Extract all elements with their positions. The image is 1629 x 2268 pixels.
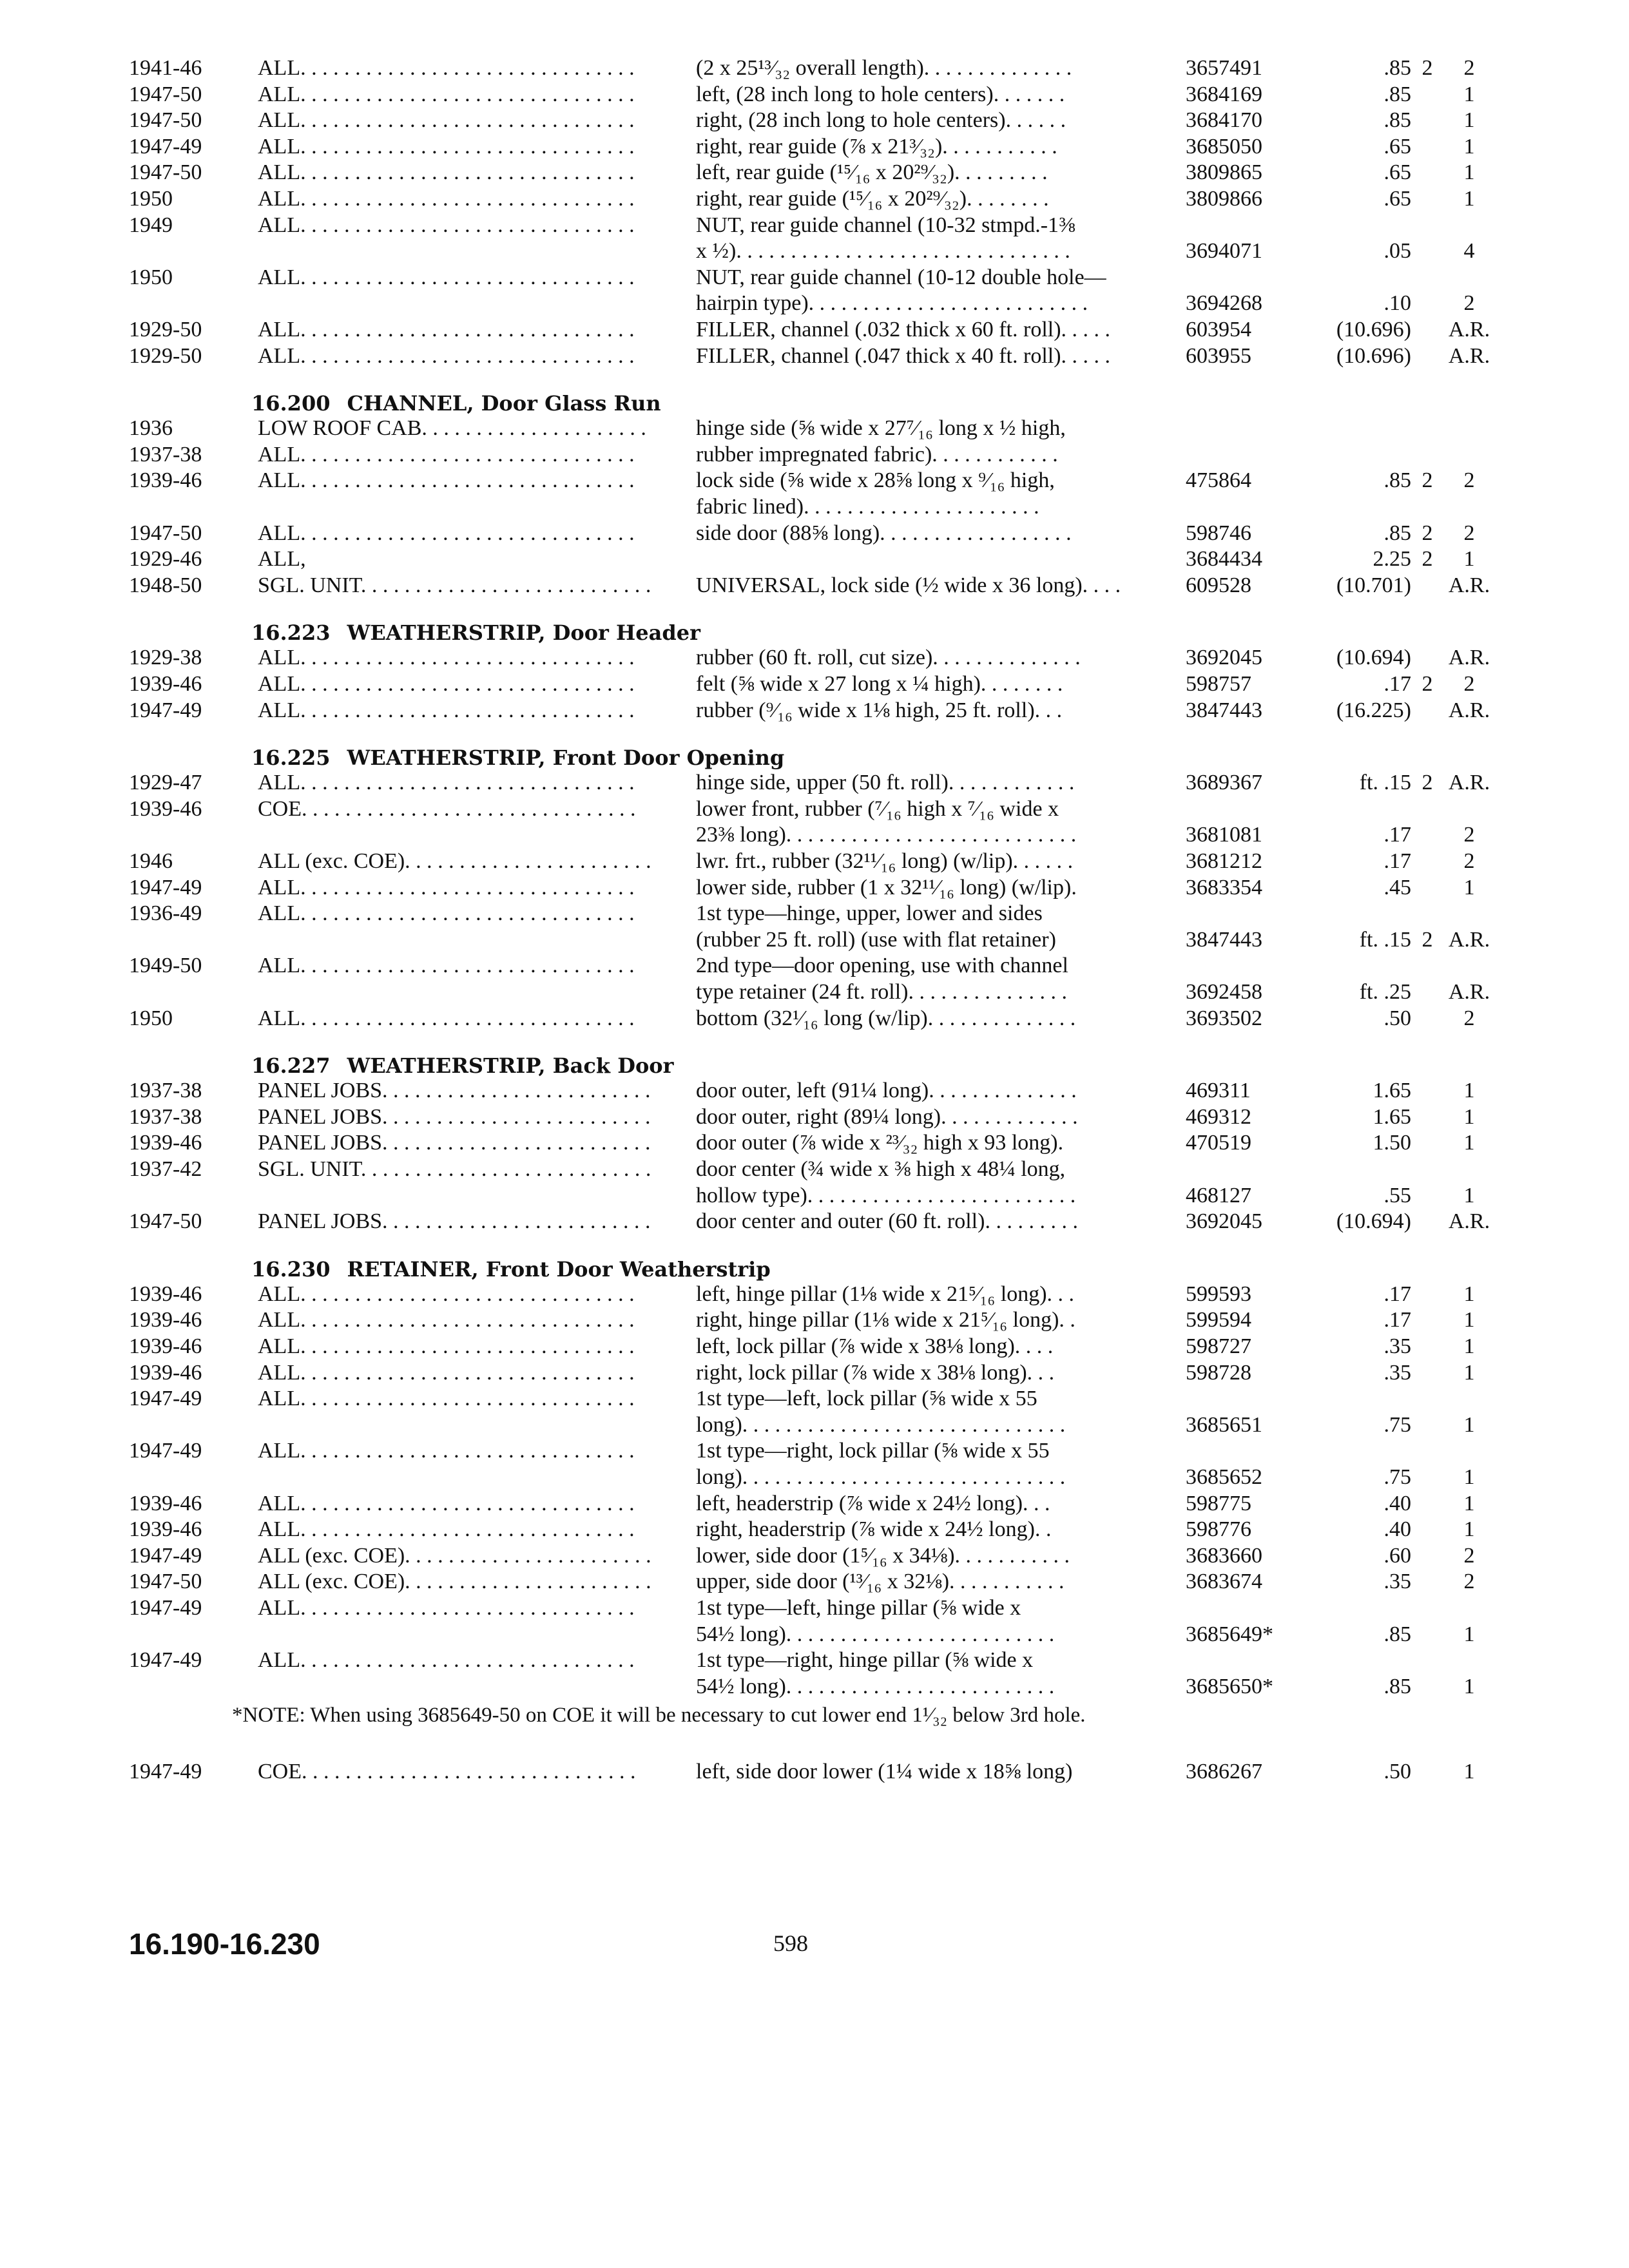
part-number-cell: 3693502 [1186, 1006, 1262, 1030]
part-number-cell: 599593 [1186, 1282, 1251, 1306]
description-cell: NUT, rear guide channel (10-32 stmpd.-1⅜ [696, 213, 1075, 237]
part-number-cell: 3684434 [1186, 547, 1262, 572]
part-number-cell: 3685650* [1186, 1674, 1273, 1698]
quantity-b-cell: 1 [1463, 1079, 1475, 1103]
part-number-cell: 3681212 [1186, 849, 1262, 873]
part-number-cell: 3692458 [1186, 980, 1262, 1004]
description-cell: long). . . . . . . . . . . . . . . . . . . . . . . . . . . . . . [696, 1465, 1066, 1489]
section-title: WEATHERSTRIP, Front Door Opening [347, 745, 785, 771]
part-number-cell: 3685649* [1186, 1622, 1273, 1646]
section-number: 16.230 [251, 1256, 331, 1282]
model-cell: ALL (exc. COE). . . . . . . . . . . . . . . . . . . . . . . [258, 1543, 651, 1568]
price-cell: .17 [1383, 672, 1411, 696]
footnote: *NOTE: When using 3685649-50 on COE it will be necessary to cut lower end 1¹⁄₃₂ below 3rd hole. [232, 1704, 1086, 1727]
years-cell: 1929-50 [129, 343, 202, 368]
part-number-cell: 468127 [1186, 1183, 1251, 1207]
description-cell: left, headerstrip (⅞ wide x 24½ long). . . [696, 1491, 1050, 1515]
price-cell: .10 [1383, 291, 1411, 316]
model-cell: PANEL JOBS. . . . . . . . . . . . . . . . . . . . . . . . . [258, 1079, 651, 1103]
years-cell: 1937-38 [129, 1079, 202, 1103]
model-cell: ALL. . . . . . . . . . . . . . . . . . . . . . . . . . . . . . . [258, 187, 635, 211]
part-number-cell: 3685050 [1186, 134, 1262, 159]
quantity-b-cell: 4 [1463, 239, 1475, 264]
years-cell: 1947-49 [129, 1648, 202, 1673]
model-cell: ALL. . . . . . . . . . . . . . . . . . . . . . . . . . . . . . . [258, 698, 635, 722]
price-cell: .17 [1383, 823, 1411, 847]
price-cell: ft. .15 [1359, 927, 1411, 952]
section-number: 16.223 [251, 620, 331, 646]
years-cell: 1929-46 [129, 547, 202, 572]
years-cell: 1947-50 [129, 1209, 202, 1234]
quantity-b-cell: 2 [1463, 672, 1475, 696]
quantity-b-cell: 2 [1463, 823, 1475, 847]
model-cell: ALL. . . . . . . . . . . . . . . . . . . . . . . . . . . . . . . [258, 265, 635, 289]
part-number-cell: 3684169 [1186, 82, 1262, 106]
years-cell: 1950 [129, 1006, 173, 1030]
years-cell: 1947-49 [129, 875, 202, 899]
part-number-cell: 469312 [1186, 1104, 1251, 1129]
model-cell: ALL. . . . . . . . . . . . . . . . . . . . . . . . . . . . . . . [258, 1439, 635, 1463]
quantity-b-cell: 1 [1463, 1412, 1475, 1437]
quantity-b-cell: A.R. [1448, 771, 1490, 795]
quantity-b-cell: 1 [1463, 1104, 1475, 1129]
quantity-b-cell: 1 [1463, 1674, 1475, 1698]
price-cell: .17 [1383, 849, 1411, 873]
quantity-b-cell: 1 [1463, 1360, 1475, 1385]
price-cell: .85 [1383, 108, 1411, 133]
price-cell: ft. .25 [1359, 980, 1411, 1004]
quantity-b-cell: 1 [1463, 1308, 1475, 1332]
description-cell: rubber impregnated fabric). . . . . . . . . . . . [696, 442, 1058, 466]
model-cell: ALL. . . . . . . . . . . . . . . . . . . . . . . . . . . . . . . [258, 160, 635, 185]
part-number-cell: 3657491 [1186, 56, 1262, 80]
quantity-b-cell: A.R. [1448, 980, 1490, 1004]
quantity-b-cell: 1 [1463, 1131, 1475, 1155]
model-cell: ALL. . . . . . . . . . . . . . . . . . . . . . . . . . . . . . . [258, 875, 635, 899]
price-cell: .85 [1383, 521, 1411, 545]
quantity-b-cell: 1 [1463, 82, 1475, 106]
model-cell: ALL. . . . . . . . . . . . . . . . . . . . . . . . . . . . . . . [258, 468, 635, 493]
model-cell: PANEL JOBS. . . . . . . . . . . . . . . . . . . . . . . . . [258, 1131, 651, 1155]
years-cell: 1936 [129, 416, 173, 441]
part-number-cell: 469311 [1186, 1079, 1251, 1103]
part-number-cell: 598728 [1186, 1360, 1251, 1385]
price-cell: (16.225) [1336, 698, 1411, 722]
description-cell: 54½ long). . . . . . . . . . . . . . . . . . . . . . . . . [696, 1674, 1055, 1698]
quantity-b-cell: 2 [1463, 1543, 1475, 1568]
part-number-cell: 598746 [1186, 521, 1251, 545]
price-cell: .17 [1383, 1308, 1411, 1332]
price-cell: .85 [1383, 82, 1411, 106]
price-cell: .85 [1383, 56, 1411, 80]
section-heading [251, 745, 784, 770]
years-cell: 1947-50 [129, 82, 202, 106]
part-number-cell: 598757 [1186, 672, 1251, 696]
quantity-b-cell: 1 [1463, 1622, 1475, 1646]
part-number-cell: 3694071 [1186, 239, 1262, 264]
model-cell: ALL. . . . . . . . . . . . . . . . . . . . . . . . . . . . . . . [258, 672, 635, 696]
quantity-b-cell: 1 [1463, 134, 1475, 159]
model-cell: ALL. . . . . . . . . . . . . . . . . . . . . . . . . . . . . . . [258, 1517, 635, 1542]
quantity-a-cell: 2 [1422, 547, 1433, 572]
price-cell: (10.694) [1336, 646, 1411, 670]
years-cell: 1949-50 [129, 954, 202, 978]
description-cell: hinge side (⅝ wide x 27⁷⁄₁₆ long x ½ high, [696, 416, 1066, 441]
description-cell: 1st type—hinge, upper, lower and sides [696, 901, 1043, 926]
years-cell: 1939-46 [129, 1131, 202, 1155]
part-number-cell: 3692045 [1186, 1209, 1262, 1234]
page-number: 598 [773, 1930, 808, 1956]
part-number-cell: 3689367 [1186, 771, 1262, 795]
model-cell: ALL. . . . . . . . . . . . . . . . . . . . . . . . . . . . . . . [258, 108, 635, 133]
model-cell: ALL. . . . . . . . . . . . . . . . . . . . . . . . . . . . . . . [258, 646, 635, 670]
section-heading [251, 391, 661, 416]
description-cell: door outer, right (89¼ long). . . . . . . . . . . . . [696, 1104, 1078, 1129]
description-cell: lower side, rubber (1 x 32¹¹⁄₁₆ long) (w/lip). [696, 875, 1077, 899]
section-number: 16.225 [251, 745, 331, 771]
price-cell: .75 [1383, 1412, 1411, 1437]
price-cell: .85 [1383, 1674, 1411, 1698]
quantity-b-cell: 2 [1463, 56, 1475, 80]
section-title: WEATHERSTRIP, Back Door [347, 1053, 674, 1079]
part-number-cell: 3684170 [1186, 108, 1262, 133]
price-cell: .17 [1383, 1282, 1411, 1306]
price-cell: 1.50 [1373, 1131, 1411, 1155]
description-cell: felt (⅝ wide x 27 long x ¼ high). . . . . . . . [696, 672, 1063, 696]
quantity-b-cell: 2 [1463, 1006, 1475, 1030]
price-cell: .75 [1383, 1465, 1411, 1489]
quantity-b-cell: 1 [1463, 108, 1475, 133]
price-cell: (10.694) [1336, 1209, 1411, 1234]
model-cell: ALL. . . . . . . . . . . . . . . . . . . . . . . . . . . . . . . [258, 1387, 635, 1411]
description-cell: hollow type). . . . . . . . . . . . . . . . . . . . . . . . . [696, 1183, 1076, 1207]
quantity-a-cell: 2 [1422, 771, 1433, 795]
description-cell: right, headerstrip (⅞ wide x 24½ long). . [696, 1517, 1052, 1542]
quantity-b-cell: A.R. [1448, 1209, 1490, 1234]
description-cell: long). . . . . . . . . . . . . . . . . . . . . . . . . . . . . . [696, 1412, 1066, 1437]
description-cell: rubber (60 ft. roll, cut size). . . . . . . . . . . . . . [696, 646, 1081, 670]
part-number-cell: 3683674 [1186, 1570, 1262, 1594]
description-cell: 1st type—right, lock pillar (⅝ wide x 55 [696, 1439, 1050, 1463]
description-cell: (rubber 25 ft. roll) (use with flat retainer) [696, 927, 1056, 952]
quantity-b-cell: 1 [1463, 187, 1475, 211]
description-cell: left, (28 inch long to hole centers). . . . . . . [696, 82, 1065, 106]
description-cell: right, rear guide (⅞ x 21³⁄₃₂). . . . . . . . . . . [696, 134, 1057, 159]
quantity-a-cell: 2 [1422, 56, 1433, 80]
section-heading [251, 620, 700, 645]
description-cell: x ½). . . . . . . . . . . . . . . . . . . . . . . . . . . . . . . [696, 239, 1070, 264]
years-cell: 1936-49 [129, 901, 202, 926]
years-cell: 1939-46 [129, 1491, 202, 1515]
model-cell: ALL, [258, 547, 306, 572]
years-cell: 1939-46 [129, 796, 202, 821]
description-cell: fabric lined). . . . . . . . . . . . . . . . . . . . . . [696, 495, 1039, 519]
model-cell: ALL. . . . . . . . . . . . . . . . . . . . . . . . . . . . . . . [258, 82, 635, 106]
price-cell: .65 [1383, 160, 1411, 185]
years-cell: 1947-49 [129, 1596, 202, 1620]
description-cell: FILLER, channel (.047 thick x 40 ft. roll). . . . . [696, 343, 1111, 368]
quantity-b-cell: 1 [1463, 1334, 1475, 1358]
years-cell: 1929-38 [129, 646, 202, 670]
years-cell: 1947-50 [129, 160, 202, 185]
quantity-b-cell: 1 [1463, 1759, 1475, 1783]
price-cell: .05 [1383, 239, 1411, 264]
years-cell: 1929-47 [129, 771, 202, 795]
part-number-cell: 3683660 [1186, 1543, 1262, 1568]
description-cell: right, rear guide (¹⁵⁄₁₆ x 20²⁹⁄₃₂). . . . . . . . [696, 187, 1049, 211]
quantity-b-cell: 2 [1463, 1570, 1475, 1594]
model-cell: LOW ROOF CAB. . . . . . . . . . . . . . . . . . . . . [258, 416, 646, 441]
years-cell: 1939-46 [129, 1517, 202, 1542]
part-number-cell: 603954 [1186, 318, 1251, 341]
description-cell: 2nd type—door opening, use with channel [696, 954, 1068, 978]
model-cell: ALL. . . . . . . . . . . . . . . . . . . . . . . . . . . . . . . [258, 1006, 635, 1030]
description-cell: type retainer (24 ft. roll). . . . . . . . . . . . . . . [696, 980, 1067, 1004]
price-cell: 1.65 [1373, 1104, 1411, 1129]
price-cell: .60 [1383, 1543, 1411, 1568]
description-cell: hinge side, upper (50 ft. roll). . . . . . . . . . . . [696, 771, 1075, 795]
model-cell: ALL. . . . . . . . . . . . . . . . . . . . . . . . . . . . . . . [258, 521, 635, 545]
price-cell: .40 [1383, 1491, 1411, 1515]
part-number-cell: 470519 [1186, 1131, 1251, 1155]
part-number-cell: 598775 [1186, 1491, 1251, 1515]
years-cell: 1939-46 [129, 1282, 202, 1306]
model-cell: PANEL JOBS. . . . . . . . . . . . . . . . . . . . . . . . . [258, 1104, 651, 1129]
quantity-b-cell: A.R. [1448, 646, 1490, 670]
model-cell: ALL. . . . . . . . . . . . . . . . . . . . . . . . . . . . . . . [258, 56, 635, 80]
model-cell: COE. . . . . . . . . . . . . . . . . . . . . . . . . . . . . . . [258, 796, 636, 821]
years-cell: 1948-50 [129, 573, 202, 597]
part-number-cell: 475864 [1186, 468, 1251, 493]
part-number-cell: 3847443 [1186, 927, 1262, 952]
price-cell: .40 [1383, 1517, 1411, 1542]
description-cell: right, hinge pillar (1⅛ wide x 21⁵⁄₁₆ long). . [696, 1308, 1075, 1332]
quantity-b-cell: A.R. [1448, 318, 1490, 341]
quantity-b-cell: 2 [1463, 849, 1475, 873]
part-number-cell: 3692045 [1186, 646, 1262, 670]
part-number-cell: 3681081 [1186, 823, 1262, 847]
model-cell: ALL (exc. COE). . . . . . . . . . . . . . . . . . . . . . . [258, 849, 651, 873]
years-cell: 1949 [129, 213, 173, 237]
price-cell: .35 [1383, 1334, 1411, 1358]
years-cell: 1941-46 [129, 56, 202, 80]
model-cell: PANEL JOBS. . . . . . . . . . . . . . . . . . . . . . . . . [258, 1209, 651, 1234]
description-cell: left, hinge pillar (1⅛ wide x 21⁵⁄₁₆ long). . . [696, 1282, 1075, 1306]
description-cell: lower, side door (1⁵⁄₁₆ x 34⅛). . . . . . . . . . . [696, 1543, 1070, 1568]
quantity-a-cell: 2 [1422, 927, 1433, 952]
model-cell: SGL. UNIT. . . . . . . . . . . . . . . . . . . . . . . . . . . [258, 573, 651, 597]
part-number-cell: 3683354 [1186, 875, 1262, 899]
description-cell: door center (¾ wide x ⅜ high x 48¼ long, [696, 1157, 1066, 1181]
description-cell: 1st type—right, hinge pillar (⅝ wide x [696, 1648, 1034, 1673]
price-cell: (10.696) [1336, 318, 1411, 341]
quantity-b-cell: 1 [1463, 1183, 1475, 1207]
years-cell: 1937-38 [129, 442, 202, 466]
description-cell: upper, side door (¹³⁄₁₆ x 32⅛). . . . . . . . . . . [696, 1570, 1065, 1594]
description-cell: (2 x 25¹³⁄₃₂ overall length). . . . . . . . . . . . . . [696, 56, 1072, 80]
years-cell: 1939-46 [129, 1308, 202, 1332]
model-cell: ALL. . . . . . . . . . . . . . . . . . . . . . . . . . . . . . . [258, 134, 635, 159]
description-cell: hairpin type). . . . . . . . . . . . . . . . . . . . . . . . . . [696, 291, 1088, 316]
quantity-b-cell: 1 [1463, 160, 1475, 185]
model-cell: ALL. . . . . . . . . . . . . . . . . . . . . . . . . . . . . . . [258, 901, 635, 926]
years-cell: 1947-49 [129, 1543, 202, 1568]
price-cell: (10.701) [1336, 573, 1411, 597]
part-number-cell: 3686267 [1186, 1759, 1262, 1783]
years-cell: 1939-46 [129, 468, 202, 493]
model-cell: ALL. . . . . . . . . . . . . . . . . . . . . . . . . . . . . . . [258, 1596, 635, 1620]
description-cell: side door (88⅝ long). . . . . . . . . . . . . . . . . . [696, 521, 1072, 545]
description-cell: FILLER, channel (.032 thick x 60 ft. roll). . . . . [696, 318, 1111, 341]
quantity-b-cell: 1 [1463, 547, 1475, 572]
price-cell: 1.65 [1373, 1079, 1411, 1103]
years-cell: 1947-49 [129, 1759, 202, 1783]
part-number-cell: 3809865 [1186, 160, 1262, 185]
price-cell: .45 [1383, 875, 1411, 899]
description-cell: 54½ long). . . . . . . . . . . . . . . . . . . . . . . . . [696, 1622, 1055, 1646]
quantity-b-cell: 1 [1463, 1517, 1475, 1542]
part-number-cell: 609528 [1186, 573, 1251, 597]
model-cell: COE. . . . . . . . . . . . . . . . . . . . . . . . . . . . . . . [258, 1759, 636, 1783]
section-number: 16.227 [251, 1053, 331, 1079]
price-cell: (10.696) [1336, 343, 1411, 368]
years-cell: 1950 [129, 265, 173, 289]
description-cell: left, lock pillar (⅞ wide x 38⅛ long). . . . [696, 1334, 1054, 1358]
part-number-cell: 3685652 [1186, 1465, 1262, 1489]
part-number-cell: 598776 [1186, 1517, 1251, 1542]
years-cell: 1937-42 [129, 1157, 202, 1181]
model-cell: ALL. . . . . . . . . . . . . . . . . . . . . . . . . . . . . . . [258, 771, 635, 795]
description-cell: 1st type—left, hinge pillar (⅝ wide x [696, 1596, 1021, 1620]
quantity-b-cell: A.R. [1448, 927, 1490, 952]
quantity-b-cell: 2 [1463, 521, 1475, 545]
years-cell: 1950 [129, 187, 173, 211]
description-cell: door outer (⅞ wide x ²³⁄₃₂ high x 93 long). [696, 1131, 1064, 1155]
quantity-b-cell: A.R. [1448, 343, 1490, 368]
model-cell: ALL. . . . . . . . . . . . . . . . . . . . . . . . . . . . . . . [258, 1282, 635, 1306]
quantity-b-cell: 2 [1463, 468, 1475, 493]
years-cell: 1939-46 [129, 1334, 202, 1358]
model-cell: ALL. . . . . . . . . . . . . . . . . . . . . . . . . . . . . . . [258, 1308, 635, 1332]
description-cell: lock side (⅝ wide x 28⅝ long x ⁹⁄₁₆ high, [696, 468, 1055, 493]
section-title: WEATHERSTRIP, Door Header [347, 620, 700, 646]
part-number-cell: 598727 [1186, 1334, 1251, 1358]
model-cell: ALL. . . . . . . . . . . . . . . . . . . . . . . . . . . . . . . [258, 1360, 635, 1385]
quantity-b-cell: 1 [1463, 1282, 1475, 1306]
part-number-cell: 603955 [1186, 343, 1251, 368]
description-cell: door outer, left (91¼ long). . . . . . . . . . . . . . [696, 1079, 1077, 1103]
years-cell: 1939-46 [129, 1360, 202, 1385]
description-cell: lower front, rubber (⁷⁄₁₆ high x ⁷⁄₁₆ wide x [696, 796, 1059, 821]
model-cell: ALL. . . . . . . . . . . . . . . . . . . . . . . . . . . . . . . [258, 343, 635, 368]
description-cell: bottom (32¹⁄₁₆ long (w/lip). . . . . . . . . . . . . . [696, 1006, 1076, 1030]
description-cell: left, side door lower (1¼ wide x 18⅝ long) [696, 1759, 1073, 1783]
description-cell: left, rear guide (¹⁵⁄₁₆ x 20²⁹⁄₃₂). . . . . . . . . [696, 160, 1048, 185]
model-cell: ALL. . . . . . . . . . . . . . . . . . . . . . . . . . . . . . . [258, 318, 635, 341]
description-cell: lwr. frt., rubber (32¹¹⁄₁₆ long) (w/lip). . . . . . [696, 849, 1074, 873]
model-cell: ALL. . . . . . . . . . . . . . . . . . . . . . . . . . . . . . . [258, 1491, 635, 1515]
years-cell: 1937-38 [129, 1104, 202, 1129]
part-number-cell: 3847443 [1186, 698, 1262, 722]
description-cell: rubber (⁹⁄₁₆ wide x 1⅛ high, 25 ft. roll). . . [696, 698, 1063, 722]
price-cell: .35 [1383, 1570, 1411, 1594]
part-number-cell: 3809866 [1186, 187, 1262, 211]
part-number-cell: 3694268 [1186, 291, 1262, 316]
model-cell: ALL (exc. COE). . . . . . . . . . . . . . . . . . . . . . . [258, 1570, 651, 1594]
description-cell: door center and outer (60 ft. roll). . . . . . . . . [696, 1209, 1078, 1234]
years-cell: 1947-50 [129, 1570, 202, 1594]
price-cell: .50 [1383, 1759, 1411, 1783]
years-cell: 1947-49 [129, 134, 202, 159]
description-cell: 1st type—left, lock pillar (⅝ wide x 55 [696, 1387, 1037, 1411]
years-cell: 1929-50 [129, 318, 202, 341]
description-cell: 23⅜ long). . . . . . . . . . . . . . . . . . . . . . . . . . . [696, 823, 1077, 847]
quantity-b-cell: A.R. [1448, 573, 1490, 597]
section-range: 16.190-16.230 [129, 1927, 320, 1961]
quantity-a-cell: 2 [1422, 521, 1433, 545]
description-cell: NUT, rear guide channel (10-12 double hole— [696, 265, 1106, 289]
quantity-b-cell: A.R. [1448, 698, 1490, 722]
years-cell: 1947-49 [129, 1439, 202, 1463]
price-cell: ft. .15 [1359, 771, 1411, 795]
price-cell: .35 [1383, 1360, 1411, 1385]
quantity-b-cell: 1 [1463, 1465, 1475, 1489]
price-cell: .50 [1383, 1006, 1411, 1030]
part-number-cell: 3685651 [1186, 1412, 1262, 1437]
price-cell: .85 [1383, 468, 1411, 493]
years-cell: 1947-49 [129, 1387, 202, 1411]
quantity-b-cell: 1 [1463, 1491, 1475, 1515]
model-cell: ALL. . . . . . . . . . . . . . . . . . . . . . . . . . . . . . . [258, 213, 635, 237]
description-cell: right, (28 inch long to hole centers). . . . . . [696, 108, 1066, 133]
model-cell: ALL. . . . . . . . . . . . . . . . . . . . . . . . . . . . . . . [258, 1648, 635, 1673]
price-cell: .65 [1383, 134, 1411, 159]
section-heading [251, 1257, 771, 1282]
model-cell: ALL. . . . . . . . . . . . . . . . . . . . . . . . . . . . . . . [258, 1334, 635, 1358]
quantity-b-cell: 1 [1463, 875, 1475, 899]
price-cell: .85 [1383, 1622, 1411, 1646]
years-cell: 1947-50 [129, 521, 202, 545]
section-number: 16.200 [251, 391, 331, 416]
description-cell: right, lock pillar (⅞ wide x 38⅛ long). . . [696, 1360, 1055, 1385]
section-title: RETAINER, Front Door Weatherstrip [347, 1256, 771, 1282]
years-cell: 1947-49 [129, 698, 202, 722]
model-cell: SGL. UNIT. . . . . . . . . . . . . . . . . . . . . . . . . . . [258, 1157, 651, 1181]
years-cell: 1946 [129, 849, 173, 873]
description-cell: UNIVERSAL, lock side (½ wide x 36 long). . . . [696, 573, 1121, 597]
years-cell: 1939-46 [129, 672, 202, 696]
price-cell: .65 [1383, 187, 1411, 211]
price-cell: .55 [1383, 1183, 1411, 1207]
part-number-cell: 599594 [1186, 1308, 1251, 1332]
years-cell: 1947-50 [129, 108, 202, 133]
model-cell: ALL. . . . . . . . . . . . . . . . . . . . . . . . . . . . . . . [258, 442, 635, 466]
section-title: CHANNEL, Door Glass Run [347, 391, 661, 416]
quantity-b-cell: 2 [1463, 291, 1475, 316]
model-cell: ALL. . . . . . . . . . . . . . . . . . . . . . . . . . . . . . . [258, 954, 635, 978]
quantity-a-cell: 2 [1422, 468, 1433, 493]
quantity-a-cell: 2 [1422, 672, 1433, 696]
section-heading [251, 1053, 673, 1078]
price-cell: 2.25 [1373, 547, 1411, 572]
